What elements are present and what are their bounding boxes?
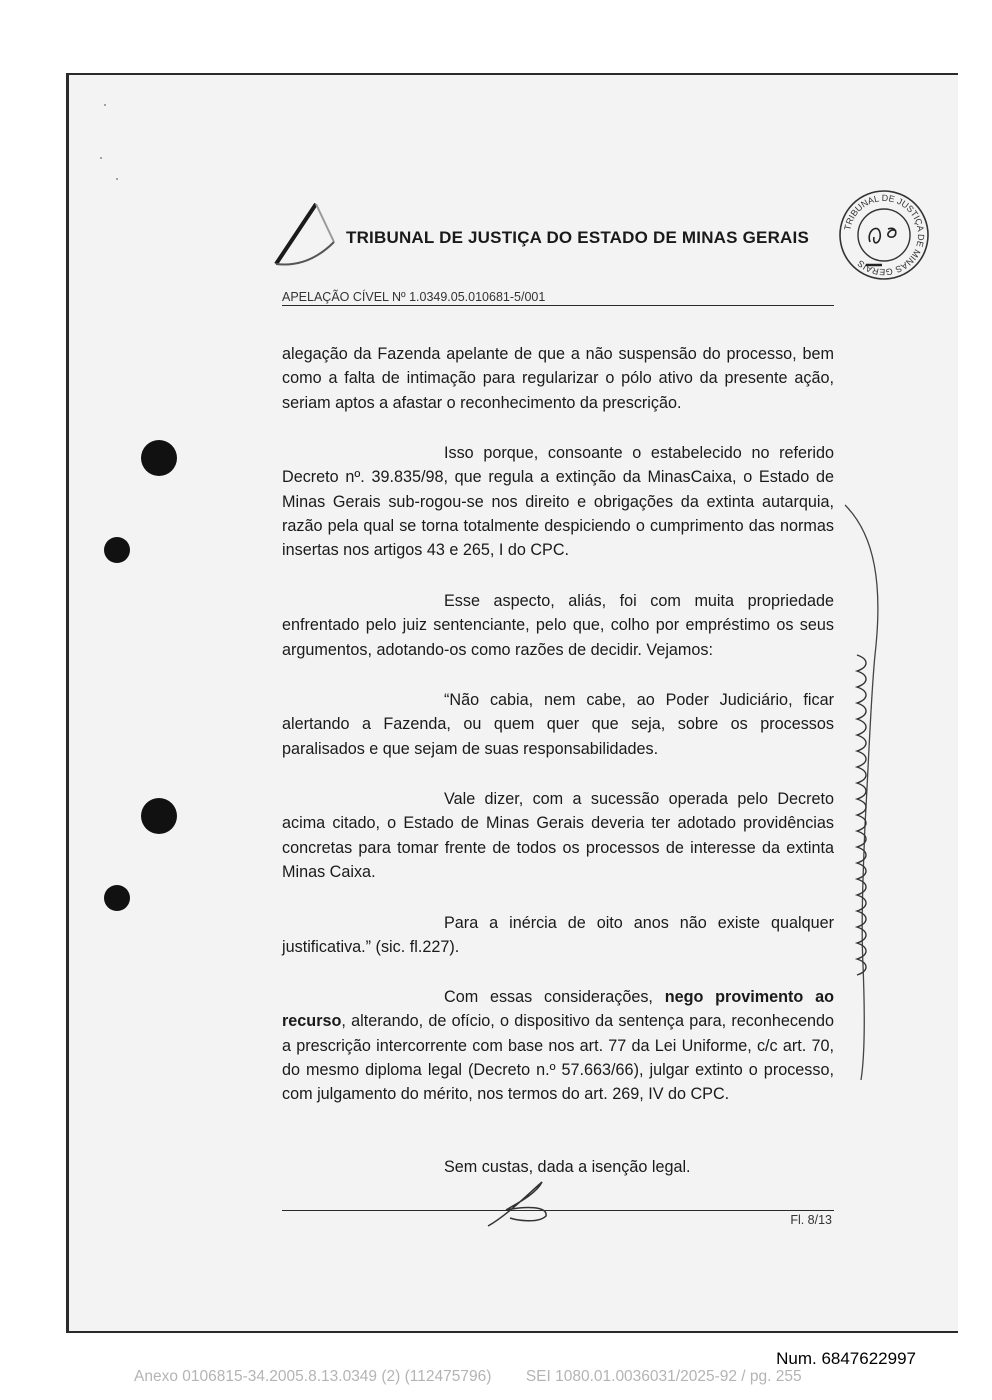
svg-text:TRIBUNAL DE JUSTIÇA DE MINAS G <box>842 193 926 277</box>
paragraph-3: Esse aspecto, aliás, foi com muita propriedade enfrentado pelo juiz sentenciante, pelo que, colho por empréstimo os seus argumentos, adotando-os como razões de decidir. Vejamos: <box>282 592 834 659</box>
scan-speck <box>104 104 106 106</box>
body-paragraph <box>282 688 834 761</box>
header-divider <box>282 305 834 306</box>
annex-reference: Anexo 0106815-34.2005.8.13.0349 (2) (112475796) SEI 1080.01.0036031/2025-92 / pg. 255 <box>134 1368 802 1385</box>
body-paragraph <box>282 589 834 662</box>
court-logo-icon <box>270 198 350 270</box>
quote-paragraph-2: Vale dizer, com a sucessão operada pelo Decreto acima citado, o Estado de Minas Gerais deveria ter adotado providências concretas para tomar frente de todos os processos de interesse da extinta Minas Caixa. <box>282 790 834 881</box>
body-paragraph <box>282 787 834 884</box>
body-paragraph <box>282 342 834 415</box>
case-reference: APELAÇÃO CÍVEL Nº 1.0349.05.010681-5/001 <box>282 290 546 304</box>
handwritten-signature-icon <box>476 1176 566 1232</box>
body-paragraph <box>282 911 834 960</box>
scan-speck <box>116 178 118 180</box>
punch-hole <box>141 798 177 834</box>
handwritten-margin-bracket <box>835 495 895 1085</box>
seal-ring-text: TRIBUNAL DE JUSTIÇA DE MINAS GERAIS <box>842 192 927 278</box>
court-seal-icon <box>836 187 932 283</box>
decision-text-end: , alterando, de ofício, o dispositivo da sentença para, reconhecendo a prescrição intercorrente com base nos art. 77 da Lei Uniforme, c/c art. 70, do mesmo diploma legal (Decreto n.º 57.663/66), julgar extinto o processo, com julgamento do mérito, nos termos do art. 269, IV do CPC. <box>282 1012 834 1104</box>
quote-paragraph-3: Para a inércia de oito anos não existe qualquer justificativa.” (sic. fl.227). <box>282 914 834 957</box>
court-title: TRIBUNAL DE JUSTIÇA DO ESTADO DE MINAS GERAIS <box>346 228 809 247</box>
decision-paragraph <box>282 985 834 1106</box>
paragraph-1: alegação da Fazenda apelante de que a não suspensão do processo, bem como a falta de intimação para regularizar o pólo ativo da presente ação, seriam aptos a afastar o reconhecimento da prescrição. <box>282 345 834 412</box>
punch-hole <box>104 885 130 911</box>
costs-paragraph: Sem custas, dada a isenção legal. <box>444 1158 691 1176</box>
paragraph-2: Isso porque, consoante o estabelecido no referido Decreto nº. 39.835/98, que regula a extinção da MinasCaixa, o Estado de Minas Gerais sub-rogou-se nos direito e obrigações da extinta autarquia, razão pela qual se torna totalmente despiciendo o cumprimento das normas insertas nos artigos 43 e 265, I do CPC. <box>282 444 834 560</box>
quote-paragraph-1: “Não cabia, nem cabe, ao Poder Judiciário, ficar alertando a Fazenda, ou quem quer que seja, sobre os processos paralisados e que sejam de suas responsabilidades. <box>282 691 834 758</box>
decision-bold-text: nego provimento ao recurso <box>282 988 834 1031</box>
document-number: Num. 6847622997 <box>776 1349 916 1368</box>
body-paragraph <box>282 985 834 1106</box>
page-folio: Fl. 8/13 <box>790 1213 832 1227</box>
punch-hole <box>141 440 177 476</box>
decision-text-start: Com essas considerações, <box>444 988 665 1006</box>
scan-speck <box>100 157 102 159</box>
body-paragraph <box>282 441 834 562</box>
punch-hole <box>104 537 130 563</box>
